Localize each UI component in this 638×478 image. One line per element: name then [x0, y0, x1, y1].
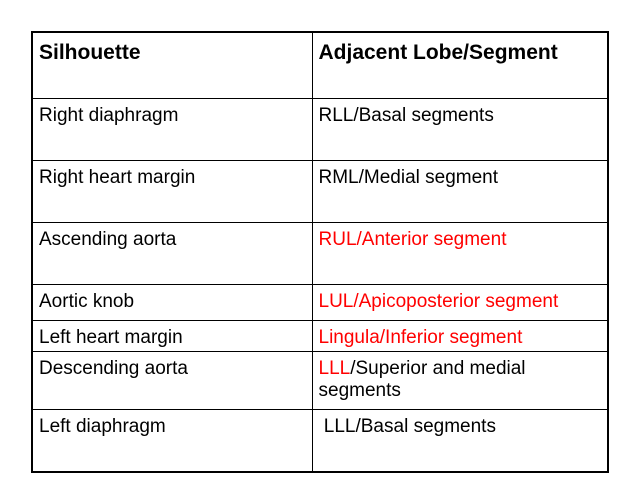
- cell-adjacent-segment: [312, 320, 608, 351]
- table-row: [32, 223, 608, 285]
- table-row: [32, 98, 608, 160]
- cell-silhouette: Left diaphragm: [32, 410, 312, 472]
- cell-adjacent-segment: [312, 285, 608, 320]
- segment-text: RML/Medial segment: [318, 166, 499, 188]
- silhouette-table: [31, 31, 609, 473]
- header-adjacent-lobe-segment: Adjacent Lobe/Segment: [312, 32, 608, 98]
- table-row: [32, 320, 608, 351]
- segment-text-highlighted: LLL: [318, 357, 351, 379]
- cell-silhouette: Ascending aorta: [32, 223, 312, 285]
- table-row: [32, 351, 608, 409]
- cell-adjacent-segment: [312, 98, 608, 160]
- table-row: [32, 160, 608, 222]
- segment-text-highlighted: RUL/Anterior segment: [318, 229, 507, 251]
- cell-silhouette: Aortic knob: [32, 285, 312, 320]
- cell-adjacent-segment: [312, 223, 608, 285]
- cell-silhouette: Left heart margin: [32, 320, 312, 351]
- header-silhouette: Silhouette: [32, 32, 312, 98]
- segment-text-highlighted: Lingula/Inferior segment: [318, 326, 523, 348]
- cell-adjacent-segment: [312, 160, 608, 222]
- segment-text: /Superior and medial segments: [318, 357, 531, 401]
- cell-silhouette: Right heart margin: [32, 160, 312, 222]
- table-row: [32, 285, 608, 320]
- cell-adjacent-segment: [312, 410, 608, 472]
- silhouette-table-container: [31, 31, 607, 473]
- table-row: [32, 410, 608, 472]
- segment-text: RLL/Basal segments: [318, 104, 494, 126]
- cell-silhouette: Descending aorta: [32, 351, 312, 409]
- segment-text: LLL/Basal segments: [318, 416, 496, 438]
- table-body: [32, 98, 608, 472]
- cell-silhouette: Right diaphragm: [32, 98, 312, 160]
- segment-text-highlighted: LUL/Apicoposterior segment: [318, 291, 559, 313]
- table-header-row: [32, 32, 608, 98]
- cell-adjacent-segment: [312, 351, 608, 409]
